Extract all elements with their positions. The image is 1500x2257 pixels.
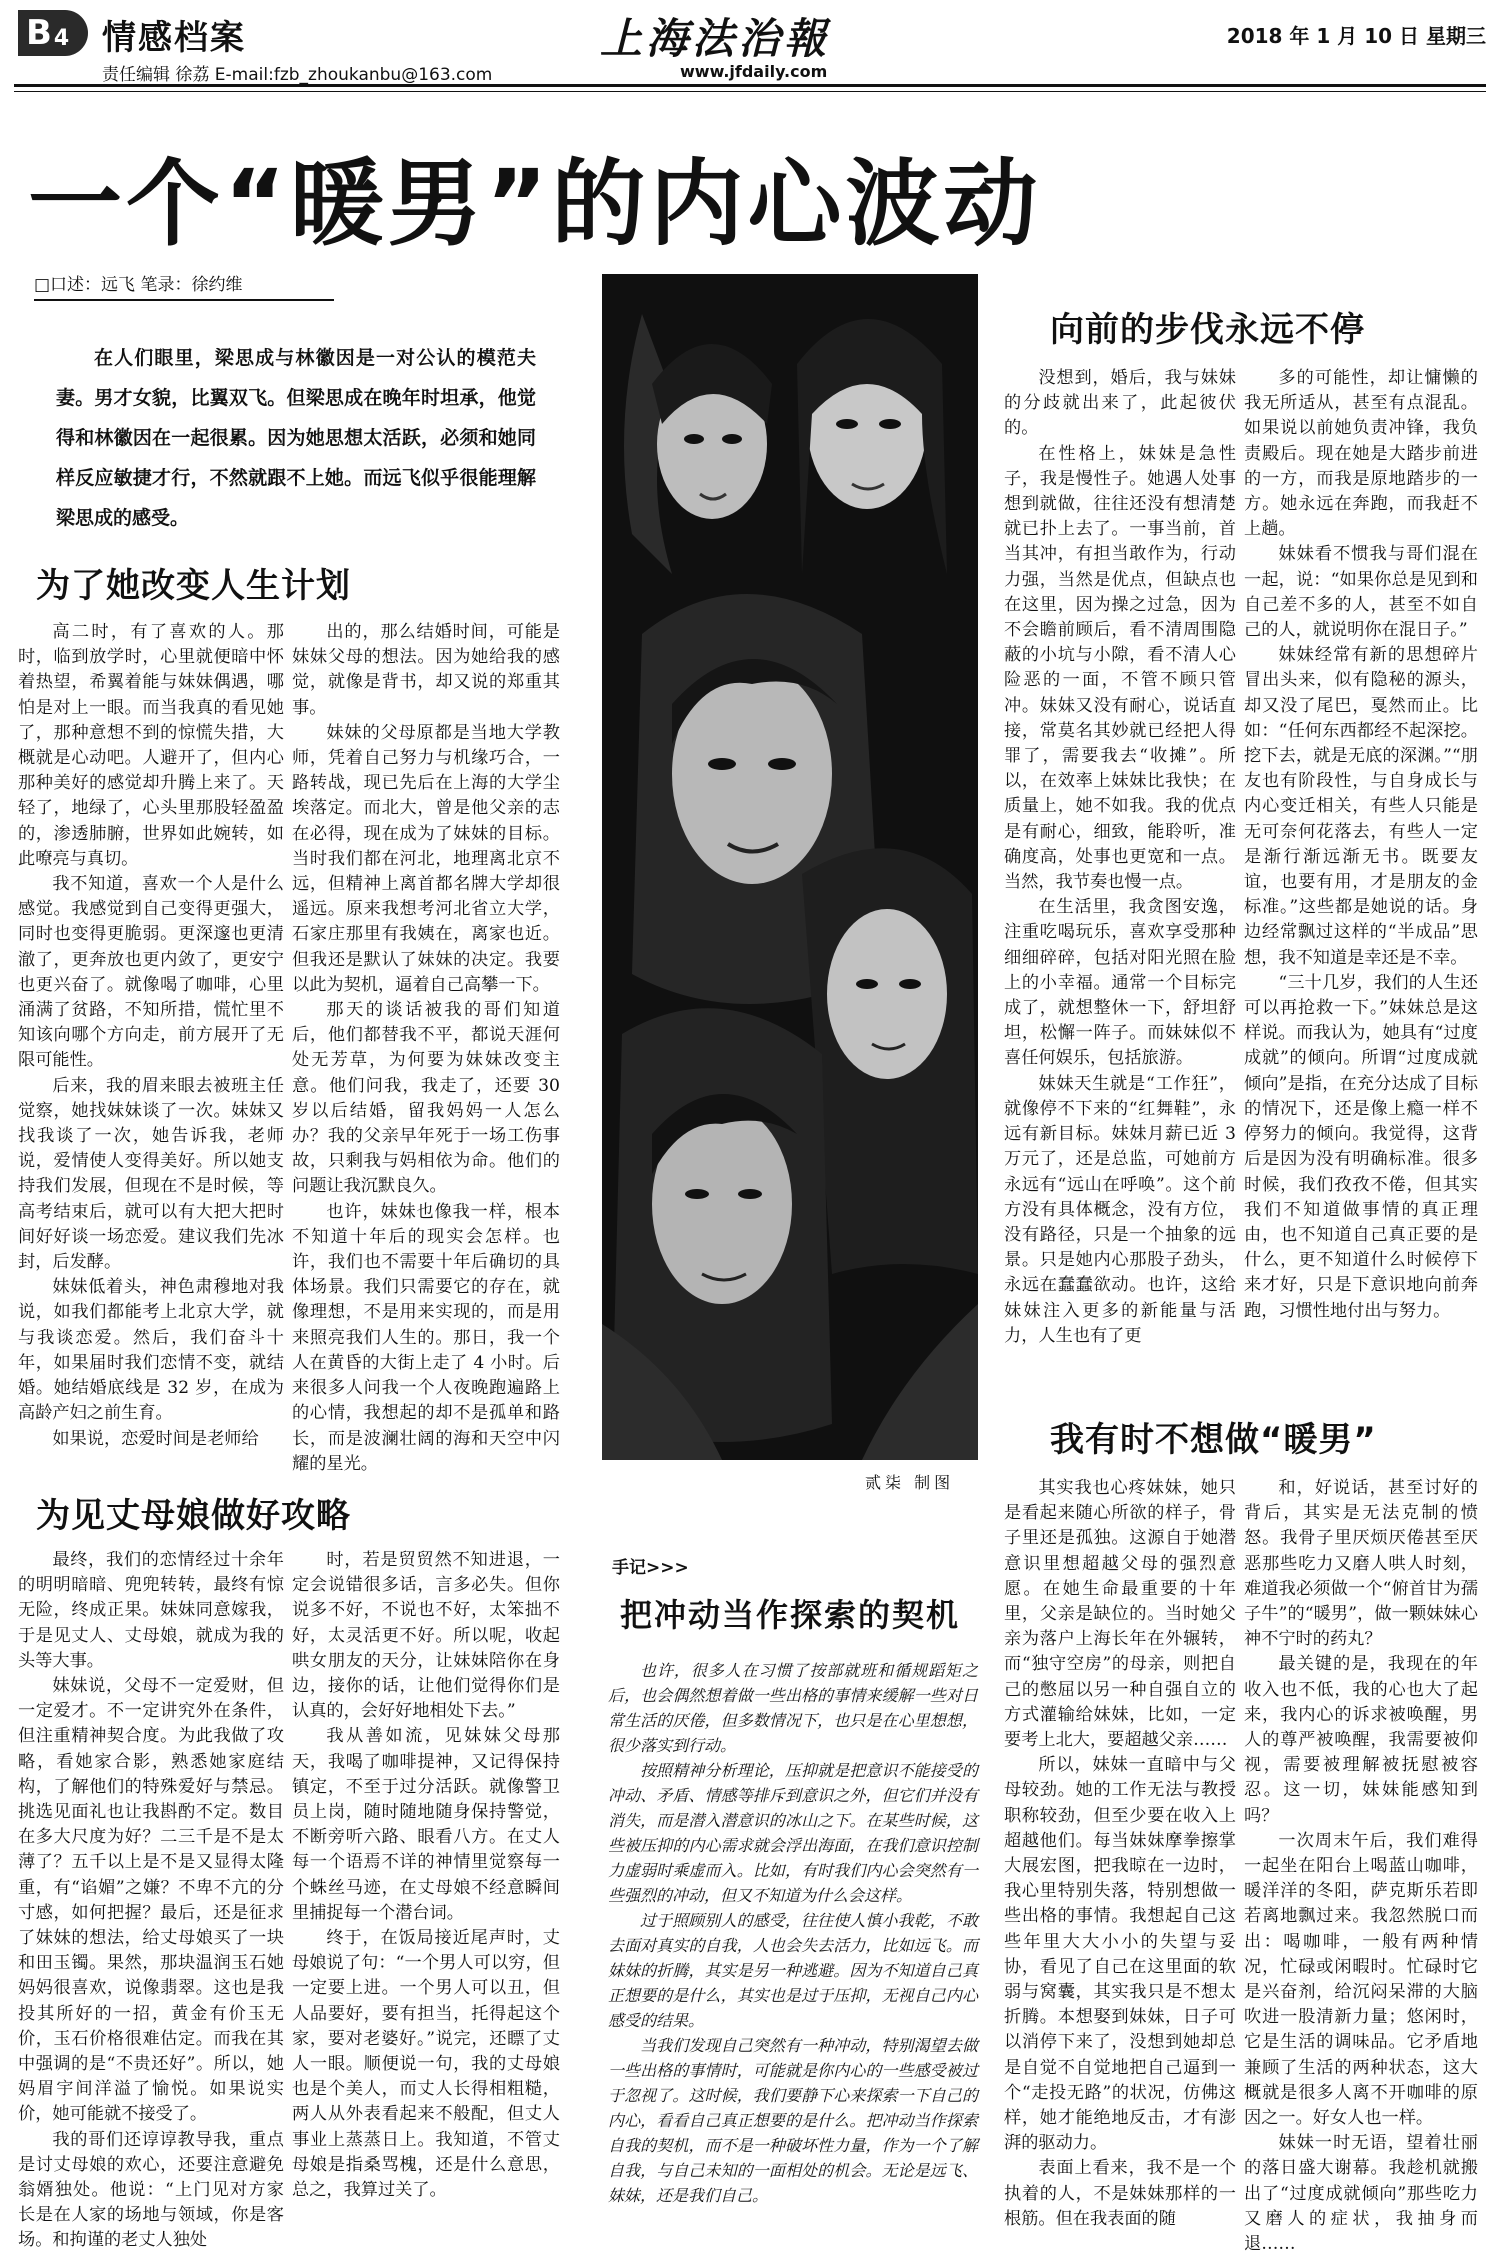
article-headline: 一个“暖男”的内心波动 (28, 150, 1042, 259)
paragraph: 高二时，有了喜欢的人。那时，临到放学时，心里就便暗中怀着热望，希翼着能与妹妹偶遇，哪怕是对上一眼。而当我真的看见她了，那种意想不到的惊慌失措，大概就是心动吧。人避开了，但内心那种美好的感觉却升腾上来了。天轻了，地绿了，心头里那股轻盈盈的，渗透肺腑，世界如此婉转，如此嘹亮与真切。 (18, 622, 284, 869)
paragraph: 最关键的是，我现在的年收入也不低，我的心也大了起来，我内心的诉求被唤醒，男人的尊严被唤醒，我需要被仰视，需要被理解被抚慰被容忍。这一切，妹妹能感知到吗？ (1244, 1654, 1478, 1826)
site-url: www.jfdaily.com (680, 62, 828, 81)
paragraph: “三十几岁，我们的人生还可以再抢救一下。”妹妹总是这样说。而我认为，她具有“过度成就”的倾向。所谓“过度成就倾向”是指，在充分达成了目标的情况下，还是像上瘾一样不停努力的倾向。我觉得，这背后是因为没有明确标准。很多时候，我们孜孜不倦，但其实我们不知道做事情的真正理由，也不知道自己真正要的是什么，更不知道什么时候停下来才好，只是下意识地向前奔跑，习惯性地付出与努力。 (1244, 972, 1478, 1321)
paragraph: 妹妹经常有新的思想碎片冒出头来，似有隐秘的源头，却又没了尾巴，戛然而止。比如：“任何东西都经不起深挖。挖下去，就是无底的深渊。”“朋友也有阶段性，与自身成长与内心变迁相关，有些人只能是无可奈何花落去，有些人一定是渐行渐远渐无书。既要友谊，也要有用，才是朋友的金标准。”这些都是她说的话。身边经常飘过这样的“半成品”思想，我不知道是幸还是不幸。 (1244, 645, 1478, 968)
section-column (1004, 366, 1236, 1376)
section-column (1004, 1476, 1236, 2229)
masthead-logo: 上海法治報 (600, 14, 831, 63)
paragraph: 也许，很多人在习惯了按部就班和循规蹈矩之后，也会偶然想着做一些出格的事情来缓解一些对日常生活的厌倦，但多数情况下，也只是在心里想想，很少落实到行动。 (608, 1661, 978, 1755)
notes-title: 把冲动当作探索的契机 (620, 1596, 961, 1634)
section-column (1244, 1476, 1478, 2255)
paragraph: 表面上看来，我不是一个执着的人，不是妹妹那样的一根筋。但在我表面的随 (1004, 2158, 1236, 2229)
paragraph: 妹妹看不惯我与哥们混在一起，说：“如果你总是见到和自己差不多的人，甚至不如自己的人，就说明你在混日子。” (1244, 544, 1478, 641)
women-portraits-illustration (602, 274, 978, 1460)
paragraph: 最终，我们的恋情经过十余年的明明暗暗、兜兜转转，最终有惊无险，终成正果。妹妹同意嫁我，于是见丈人、丈母娘，就成为我的头等大事。 (18, 1550, 284, 1671)
issue-date: 2018 年 1 月 10 日 星期三 (1226, 24, 1486, 48)
section-column (18, 1548, 284, 2251)
header-rule (14, 84, 1486, 87)
paragraph: 终于，在饭局接近尾声时，丈母娘说了句：“一个男人可以穷，但一定要上进。一个男人可以丑，但人品要好，要有担当，托得起这个家，要对老婆好。”说完，还瞟了丈人一眼。顺便说一句，我的丈母娘也是个美人，而丈人长得相粗糙，两人从外表看起来不般配，但丈人事业上蒸蒸日上。我知道，不管丈母娘是指桑骂槐，还是什么意思，总之，我算过关了。 (292, 1928, 560, 2201)
section-column (292, 620, 560, 1474)
paragraph: 过于照顾别人的感受，往往使人慎小我乾，不敢去面对真实的自我，人也会失去活力，比如远飞。而妹妹的折腾，其实是另一种逃避。因为不知道自己真正想要的是什么，其实也是过于压抑，无视自己内心感受的结果。 (608, 1911, 978, 2030)
paragraph: 没想到，婚后，我与妹妹的分歧就出来了，此起彼伏的。 (1004, 368, 1236, 439)
section-column (292, 1548, 560, 2222)
paragraph: 我不知道，喜欢一个人是什么感觉。我感觉到自己变得更强大，同时也变得更脆弱。更深邃也更清澈了，更奔放也更内敛了，更安宁也更兴奋了。就像喝了咖啡，心里涌满了贫路，不知所措，慌忙里不知该向哪个方向走，前方展开了无限可能性。 (18, 874, 284, 1071)
paragraph: 多的可能性，却让慵懒的我无所适从，甚至有点混乱。如果说以前她负责冲锋，我负责殿后。现在她是大踏步前进的一方，而我是原地踏步的一方。她永远在奔跑，而我赶不上趟。 (1244, 368, 1478, 540)
paragraph: 一次周末午后，我们难得一起坐在阳台上喝蓝山咖啡，暖洋洋的冬阳，萨克斯乐若即若离地飘过来。我忽然脱口而出：喝咖啡，一般有两种情况，忙碌或闲暇时。忙碌时它是兴奋剂，给沉闷呆滞的大脑吹进一股清新力量；悠闲时，它是生活的调味品。它矛盾地兼顾了生活的两种状态，这大概就是很多人离不开咖啡的原因之一。好女人也一样。 (1244, 1830, 1478, 2129)
paragraph: 如果说，恋爱时间是老师给 (52, 1428, 259, 1449)
article-lede: 在人们眼里，梁思成与林徽因是一对公认的模范夫妻。男才女貌，比翼双飞。但梁思成在晚年时坦承，他觉得和林徽因在一起很累。因为她思想太活跃，必须和她同样反应敏捷才行，不然就跟不上她。而远飞似乎很能理解梁思成的感受。 (56, 347, 536, 529)
paragraph: 那天的谈话被我的哥们知道后，他们都替我不平，都说天涯何处无芳草，为何要为妹妹改变主意。他们问我，我走了，还要 30 岁以后结婚，留我妈妈一人怎么办？我的父亲早年死于一场工伤事故，只剩我与妈相依为命。他们的问题让我沉默良久。 (292, 1000, 560, 1197)
illustration-artwork (602, 274, 978, 1460)
paragraph: 按照精神分析理论，压抑就是把意识不能接受的冲动、矛盾、情感等排斥到意识之外，但它们并没有消失，而是潜入潜意识的冰山之下。在某些时候，这些被压抑的内心需求就会浮出海面，在我们意识控制力虚弱时乘虚而入。比如，有时我们内心会突然有一些强烈的冲动，但又不知道为什么会这样。 (608, 1761, 978, 1905)
paragraph: 时，若是贸贸然不知进退，一定会说错很多话，言多必失。但你说多不好，不说也不好，太笨拙不好，太灵活更不好。所以呢，收起哄女朋友的天分，让妹妹陪你在身边，接你的话，让他们觉得你们是认真的，会好好地相处下去。” (292, 1550, 560, 1722)
paragraph: 也许，妹妹也像我一样，根本不知道十年后的现实会怎样。也许，我们也不需要十年后确切的具体场景。我们只需要它的存在，就像理想，不是用来实现的，而是用来照亮我们人生的。那日，我一个人在黄昏的大街上走了 4 小时。后来很多人问我一个人夜晚跑遍路上的心情，我想起的却不是孤单和路长，而是波澜壮阔的海和天空中闪耀的星光。 (292, 1201, 560, 1474)
page-number: 4 (53, 25, 70, 51)
section-title: 向前的步伐永远不停 (1050, 310, 1365, 350)
section-title: 为了她改变人生计划 (36, 566, 351, 606)
paragraph: 妹妹说，父母不一定爱财，但一定爱才。不一定讲究外在条件，但注重精神契合度。为此我做了攻略，看她家合影，熟悉她家庭结构，了解他们的特殊爱好与禁忌。挑选见面礼也让我斟酌不定。数目在多大尺度为好？二三千是不是太薄了？五千以上是不是又显得太隆重，有“谄媚”之嫌？不卑不亢的分寸感，如何把握？最后，还是征求了妹妹的想法，给丈母娘买了一块和田玉镯。果然，那块温润玉石她妈妈很喜欢，说像翡翠。这也是我投其所好的一招，黄金有价玉无价，玉石价格很难估定。而我在其中强调的是“不贵还好”。所以，她妈眉宇间洋溢了愉悦。如果说实价，她可能就不接受了。 (18, 1676, 284, 2125)
illustration-credit: 贰柒 制图 (865, 1473, 955, 1492)
paragraph: 和，好说话，甚至讨好的背后，其实是无法克制的愤怒。我骨子里厌烦厌倦甚至厌恶那些吃力又磨人哄人时刻，难道我必须做一个“俯首甘为孺子牛”的“暖男”，做一颗妹妹心神不宁时的药丸？ (1244, 1478, 1478, 1650)
section-name: 情感档案 (102, 18, 246, 58)
section-column (18, 620, 284, 1470)
paragraph: 在性格上，妹妹是急性子，我是慢性子。她遇人处事想到就做，往往还没有想清楚就已扑上去了。一事当前，首当其冲，有担当敢作为，行动力强，当然是优点，但缺点也在这里，因为操之过急，因为不会瞻前顾后，看不清周围隐蔽的小坑与小隙，看不清人心险恶的一面，不管不顾只管冲。妹妹又没有耐心，说话直接，常莫名其妙就已经把人得罪了，需要我去“收摊”。所以，在效率上妹妹比我快；在质量上，她不如我。我的优点是有耐心，细致，能聆听，准确度高，处事也更宽和一点。当然，我节奏也慢一点。 (1004, 443, 1236, 893)
paragraph: 我的哥们还谆谆教导我，重点是讨丈母娘的欢心，还要注意避免翁婿独处。他说：“上门见对方家长是在人家的场地与领域，你是客场。和拘谨的老丈人独处 (18, 2129, 284, 2251)
editor-line: 责任编辑 徐荔 E-mail:fzb_zhoukanbu@163.com (102, 65, 493, 85)
paragraph: 出的，那么结婚时间，可能是妹妹父母的想法。因为她给我的感觉，就像是背书，却又说的郑重其事。 (292, 622, 560, 718)
paragraph: 妹妹的父母原都是当地大学教师，凭着自己努力与机缘巧合，一路转战，现已先后在上海的大学尘埃落定。而北大，曾是他父亲的志在必得，现在成为了妹妹的目标。当时我们都在河北，地理离北京不远，但精神上离首都名牌大学却很遥远。原来我想考河北省立大学，石家庄那里有我姨在，离家也近。但我还是默认了妹妹的决定。我要以此为契机，逼着自己高攀一下。 (292, 722, 560, 995)
page-badge (18, 10, 88, 56)
section-title: 为见丈母娘做好攻略 (36, 1496, 351, 1536)
section-title: 我有时不想做“暖男” (1050, 1420, 1377, 1460)
paragraph: 当我们发现自己突然有一种冲动，特别渴望去做一些出格的事情时，可能就是你内心的一些感受被过于忽视了。这时候，我们要静下心来探索一下自己的内心，看看自己真正想要的是什么。把冲动当作探索自我的契机，而不是一种破坏性力量，作为一个了解自我，与自己未知的一面相处的机会。无论是远飞、妹妹，还是我们自己。 (608, 2036, 978, 2205)
paragraph: 在生活里，我贪图安逸，注重吃喝玩乐，喜欢享受那种细细碎碎，包括对阳光照在脸上的小幸福。通常一个目标完成了，就想整休一下，舒坦舒坦，松懈一阵子。而妹妹似不喜任何娱乐，包括旅游。 (1004, 897, 1236, 1069)
paragraph: 后来，我的眉来眼去被班主任觉察，她找妹妹谈了一次。妹妹又找我谈了一次，她告诉我，老师说，爱情使人变得美好。所以她支持我们发展，但现在不是时候，等高考结束后，就可以有大把大把时间好好谈一场恋爱。建议我们先冰封，后发酵。 (18, 1075, 284, 1273)
paragraph: 妹妹低着头，神色肃穆地对我说，如我们都能考上北京大学，就与我谈恋爱。然后，我们奋斗十年，如果届时我们恋情不变，就结婚。她结婚底线是 32 岁，在成为高龄产妇之前生育。 (18, 1277, 284, 1424)
page-badge-letter: B (26, 13, 52, 53)
paragraph: 妹妹一时无语，望着壮丽的落日盛大谢幕。我趁机就搬出了“过度成就倾向”那些吃力又磨人的症状，我抽身而退…… (1244, 2133, 1478, 2255)
section-column (1244, 366, 1478, 1376)
paragraph: 其实我也心疼妹妹，她只是看起来随心所欲的样子，骨子里还是孤独。这源自于她潜意识里想超越父母的强烈意愿。在她生命最重要的十年里，父亲是缺位的。当时她父亲为落户上海长年在外辗转，而“独守空房”的母亲，则把自己的憋屈以另一种自强自立的方式灌输给妹妹，比如，一定要考上北大，要超越父亲…… (1004, 1478, 1236, 1751)
paragraph: 所以，妹妹一直暗中与父母较劲。她的工作无法与教授职称较劲，但至少要在收入上超越他们。每当妹妹摩拳擦掌大展宏图，把我晾在一边时，我心里特别失落，特别想做一些出格的事情。我想起自己这些年里大大小小的失望与妥协，看见了自己在这里面的软弱与窝囊，其实我只是不想太折腾。本想娶到妹妹，日子可以消停下来了，没想到她却总是自觉不自觉地把自己逼到一个“走投无路”的状况，仿佛这样，她才能绝地反击，才有澎湃的驱动力。 (1004, 1755, 1236, 2154)
header-rule-thin (14, 91, 1486, 92)
paragraph: 妹妹天生就是“工作狂”，就像停不下来的“红舞鞋”，永远有新目标。妹妹月薪已近 3 万元了，还是总监，可她前方永远有“远山在呼唤”。这个前方没有具体概念，没有方位，没有路径，只是一个抽象的远景。只是她内心那股子劲头，永远在蠢蠢欲动。也许，这给妹妹注入更多的新能量与活力，人生也有了更 (1004, 1073, 1236, 1346)
notes-body (608, 1658, 978, 2218)
article-byline: □口述：远飞 笔录：徐约维 (34, 270, 334, 301)
paragraph: 我从善如流，见妹妹父母那天，我喝了咖啡提神，又记得保持镇定，不至于过分活跃。就像警卫员上岗，随时随地随身保持警觉，不断旁听六路、眼看八方。在丈人每一个语焉不详的神情里觉察每一个蛛丝马迹，在丈母娘不经意瞬间里捕捉每一个潜台词。 (292, 1726, 560, 1923)
notes-tag: 手记>>> (612, 1558, 689, 1578)
